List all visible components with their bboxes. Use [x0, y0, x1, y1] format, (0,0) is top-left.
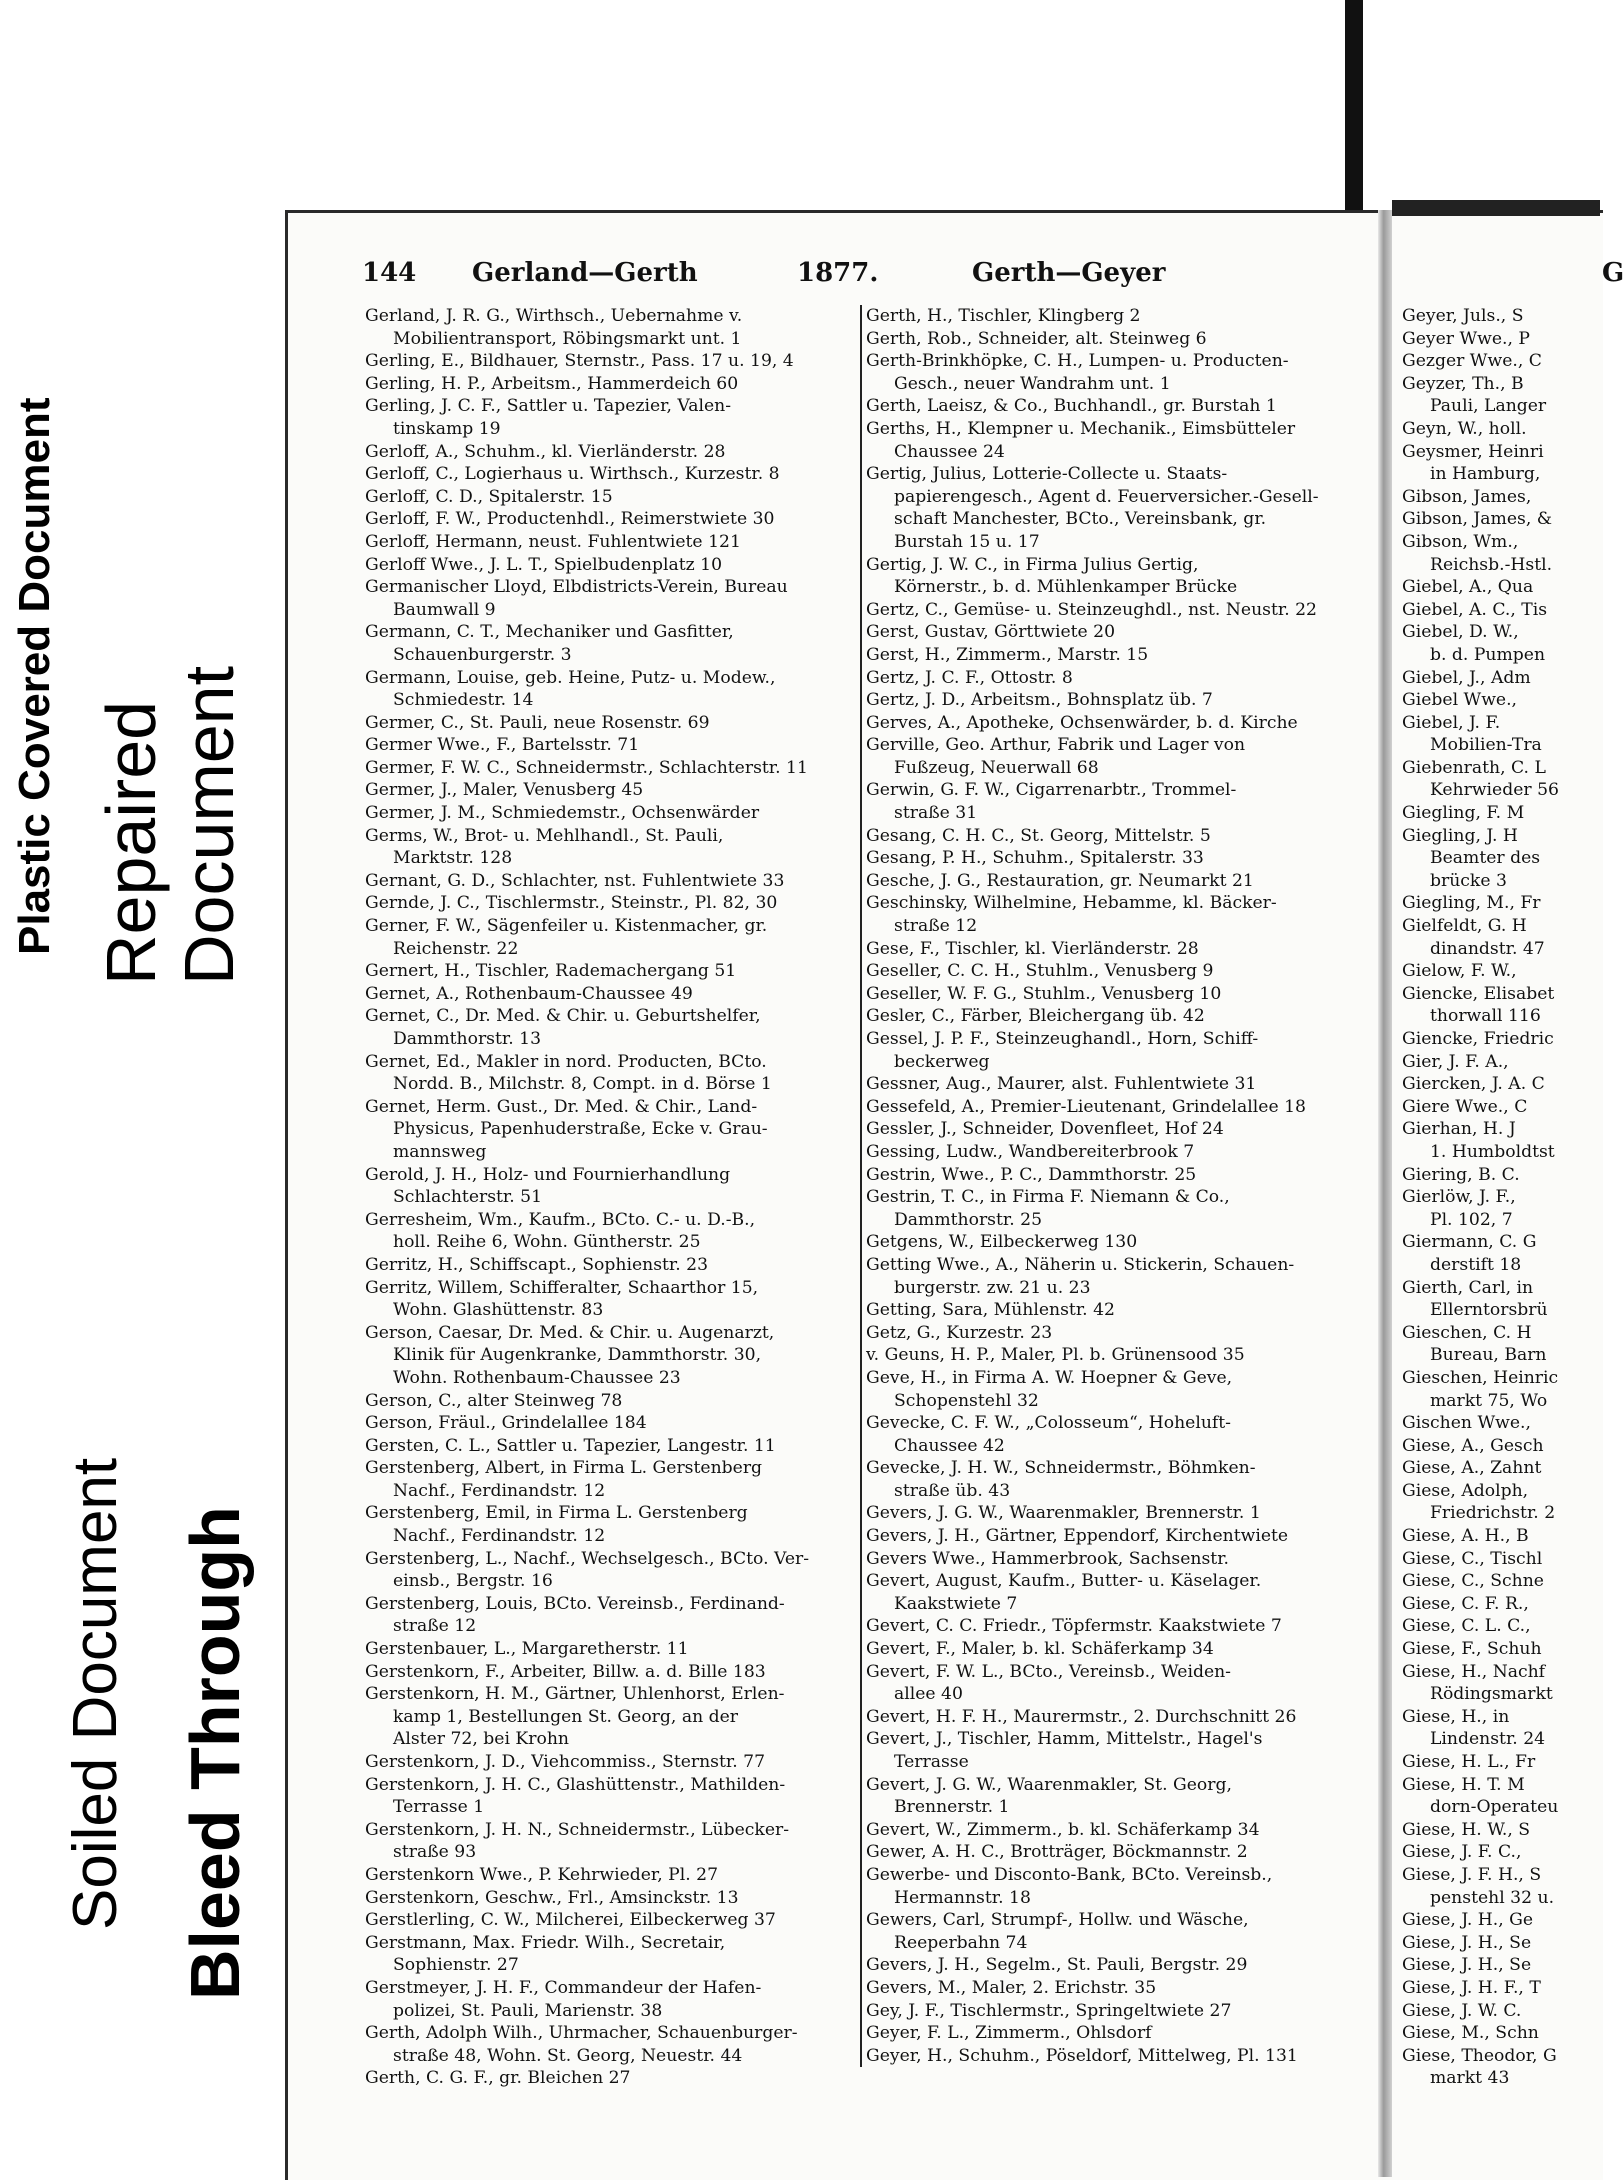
- directory-line: Schopenstehl 32: [894, 1390, 1039, 1411]
- directory-line: Gerloff Wwe., J. L. T., Spielbudenplatz 10: [365, 554, 723, 575]
- directory-line: Gerson, Fräul., Grindelallee 184: [365, 1413, 647, 1434]
- directory-line: derstift 18: [1430, 1254, 1522, 1275]
- directory-line: Gessler, J., Schneider, Dovenfleet, Hof 24: [866, 1119, 1224, 1140]
- label-repaired-document: [92, 666, 248, 985]
- directory-line: Gerstmeyer, J. H. F., Commandeur der Hafen-: [365, 1977, 762, 1998]
- directory-line: Fußzeug, Neuerwall 68: [894, 757, 1099, 778]
- directory-line: Giegling, M., Fr: [1402, 893, 1541, 914]
- directory-line: Gesch., neuer Wandrahm unt. 1: [894, 373, 1171, 394]
- directory-line: Giese, Theodor, G: [1402, 2045, 1557, 2066]
- directory-line: Gerwin, G. F. W., Cigarrenarbtr., Trommel-: [866, 780, 1237, 801]
- directory-line: Gerloff, C. D., Spitalerstr. 15: [365, 486, 613, 507]
- directory-line: Giese, H. W., S: [1402, 1819, 1531, 1840]
- directory-line: Gernde, J. C., Tischlermstr., Steinstr., Pl. 82, 30: [365, 893, 778, 914]
- directory-line: Pl. 102, 7: [1430, 1209, 1513, 1230]
- directory-line: schaft Manchester, BCto., Vereinsbank, gr.: [894, 509, 1267, 530]
- directory-line: Geseller, C. C. H., Stuhlm., Venusberg 9: [866, 961, 1214, 982]
- page-edge-shadow: [1345, 0, 1363, 215]
- directory-line: Germann, Louise, geb. Heine, Putz- u. Modew.,: [365, 667, 776, 688]
- directory-line: dorn-Operateu: [1430, 1797, 1559, 1818]
- directory-line: Gibson, Wm.,: [1402, 531, 1519, 552]
- directory-line: Giebel Wwe.,: [1402, 690, 1518, 711]
- directory-line: Gerth, H., Tischler, Klingberg 2: [866, 306, 1141, 326]
- directory-line: Hermannstr. 18: [894, 1887, 1031, 1908]
- directory-line: Giese, C. L. C.,: [1402, 1616, 1531, 1637]
- directory-line: Gewerbe- und Disconto-Bank, BCto. Vereinsb.,: [866, 1864, 1273, 1885]
- directory-line: Wohn. Glashüttenstr. 83: [393, 1300, 604, 1321]
- directory-line: Giese, J. H. F., T: [1402, 1977, 1541, 1998]
- directory-line: v. Geuns, H. P., Maler, Pl. b. Grünensood 35: [866, 1345, 1245, 1366]
- directory-line: Bureau, Barn: [1430, 1345, 1547, 1366]
- directory-line: Gerson, C., alter Steinweg 78: [365, 1390, 623, 1411]
- directory-line: Germann, C. T., Mechaniker und Gasfitter,: [365, 622, 734, 643]
- directory-line: thorwall 116: [1430, 1006, 1541, 1027]
- directory-line: Geysmer, Heinri: [1402, 441, 1544, 462]
- directory-line: Giering, B. C.: [1402, 1164, 1520, 1185]
- directory-line: Gevers Wwe., Hammerbrook, Sachsenstr.: [866, 1548, 1229, 1569]
- directory-line: Giercken, J. A. C: [1402, 1074, 1545, 1095]
- directory-line: Gerth-Brinkhöpke, C. H., Lumpen- u. Producten-: [866, 351, 1289, 372]
- directory-line: Gerves, A., Apotheke, Ochsenwärder, b. d. Kirche: [866, 712, 1298, 733]
- directory-line: Mobilientransport, Röbingsmarkt unt. 1: [393, 328, 742, 349]
- directory-line: Gertig, Julius, Lotterie-Collecte u. Staats-: [866, 464, 1228, 485]
- directory-line: Gerstenkorn, F., Arbeiter, Billw. a. d. Bille 183: [365, 1661, 766, 1682]
- page-corner-shadow: [1392, 200, 1600, 216]
- header-left-range: Gerland—Gerth: [472, 258, 698, 288]
- directory-line: brücke 3: [1430, 870, 1507, 891]
- directory-line: Gessel, J. P. F., Steinzeughandl., Horn, Schiff-: [866, 1029, 1259, 1049]
- directory-line: dinandstr. 47: [1430, 938, 1545, 959]
- directory-line: Gibson, James,: [1402, 486, 1532, 507]
- directory-line: Giese, J. H., Se: [1402, 1932, 1532, 1953]
- directory-line: Giebenrath, C. L: [1402, 757, 1546, 778]
- directory-line: Gerling, J. C. F., Sattler u. Tapezier, Valen-: [365, 396, 732, 417]
- directory-line: straße 48, Wohn. St. Georg, Neuestr. 44: [393, 2045, 743, 2066]
- directory-line: Giese, J. W. C.: [1402, 2000, 1522, 2021]
- directory-line: Gerth, C. G. F., gr. Bleichen 27: [365, 2068, 631, 2089]
- directory-line: Gerstenberg, L., Nachf., Wechselgesch., BCto. Ver-: [365, 1548, 810, 1569]
- directory-line: Gerstenkorn, J. H. N., Schneidermstr., Lübecker-: [365, 1819, 790, 1840]
- directory-line: Geyer, Juls., S: [1402, 306, 1524, 326]
- directory-line: Gieschen, Heinric: [1402, 1367, 1559, 1388]
- directory-line: Gerloff, A., Schuhm., kl. Vierländerstr. 28: [365, 441, 726, 462]
- directory-line: Gewers, Carl, Strumpf-, Hollw. und Wäsche,: [866, 1910, 1249, 1931]
- directory-line: Schlachterstr. 51: [393, 1187, 543, 1208]
- directory-line: Gier, J. F. A.,: [1402, 1051, 1509, 1072]
- directory-line: Klinik für Augenkranke, Dammthorstr. 30,: [393, 1345, 762, 1366]
- directory-line: 1. Humboldtst: [1430, 1141, 1555, 1162]
- directory-line: Sophienstr. 27: [393, 1955, 519, 1976]
- directory-line: Pauli, Langer: [1430, 396, 1547, 417]
- directory-line: Chaussee 24: [894, 441, 1005, 462]
- directory-line: Baumwall 9: [393, 599, 496, 620]
- directory-line: Gerritz, H., Schiffscapt., Sophienstr. 23: [365, 1254, 709, 1275]
- directory-line: Gerloff, F. W., Productenhdl., Reimerstwiete 30: [365, 509, 775, 530]
- directory-line: markt 43: [1430, 2068, 1510, 2089]
- directory-line: Geyzer, Th., B: [1402, 373, 1524, 394]
- directory-column-middle: [860, 305, 1371, 2067]
- directory-line: Brennerstr. 1: [894, 1797, 1010, 1818]
- directory-line: Gerth, Laeisz, & Co., Buchhandl., gr. Burstah 1: [866, 396, 1277, 417]
- header-right-range: Gerth—Geyer: [972, 258, 1166, 288]
- directory-line: Giese, A. H., B: [1402, 1526, 1529, 1547]
- directory-line: Beamter des: [1430, 848, 1541, 869]
- directory-line: Gey, J. F., Tischlermstr., Springeltwiete 27: [866, 2000, 1232, 2021]
- directory-line: Getting, Sara, Mühlenstr. 42: [866, 1300, 1115, 1321]
- directory-line: Gerling, H. P., Arbeitsm., Hammerdeich 60: [365, 373, 739, 394]
- directory-line: Dammthorstr. 25: [894, 1209, 1043, 1230]
- directory-line: Giese, H. T. M: [1402, 1774, 1525, 1795]
- directory-column-left: [365, 305, 852, 2090]
- directory-line: straße 93: [393, 1842, 477, 1863]
- directory-line: Gezger Wwe., C: [1402, 351, 1542, 372]
- directory-line: Geyer, F. L., Zimmerm., Ohlsdorf: [866, 2023, 1152, 2044]
- directory-line: Rödingsmarkt: [1430, 1684, 1553, 1705]
- directory-line: holl. Reihe 6, Wohn. Güntherstr. 25: [393, 1232, 701, 1253]
- directory-line: Giese, A., Zahnt: [1402, 1458, 1542, 1479]
- directory-line: Schmiedestr. 14: [393, 690, 534, 711]
- directory-line: Gewer, A. H. C., Brotträger, Böckmannstr. 2: [866, 1842, 1248, 1863]
- directory-line: Gevert, J., Tischler, Hamm, Mittelstr., Hagel's: [866, 1729, 1263, 1750]
- directory-line: Gevert, August, Kaufm., Butter- u. Käselager.: [866, 1571, 1262, 1592]
- label-soiled-document: Soiled Document: [61, 1457, 130, 1930]
- directory-line: Ellerntorsbrü: [1430, 1300, 1548, 1321]
- directory-line: Giegling, J. H: [1402, 825, 1518, 846]
- directory-line: Geyer, H., Schuhm., Pöseldorf, Mittelweg, Pl. 131: [866, 2045, 1298, 2066]
- directory-line: Gessner, Aug., Maurer, alst. Fuhlentwiete 31: [866, 1074, 1257, 1095]
- directory-line: Gevers, M., Maler, 2. Erichstr. 35: [866, 1977, 1157, 1998]
- directory-line: Gerville, Geo. Arthur, Fabrik und Lager von: [866, 735, 1246, 756]
- directory-line: Gessing, Ludw., Wandbereiterbrook 7: [866, 1141, 1195, 1162]
- directory-line: Chaussee 42: [894, 1435, 1005, 1456]
- directory-line: Gerloff, Hermann, neust. Fuhlentwiete 121: [365, 531, 741, 552]
- directory-line: mannsweg: [393, 1141, 487, 1162]
- directory-line: Giese, C., Tischl: [1402, 1548, 1543, 1569]
- directory-line: Gevert, H. F. H., Maurermstr., 2. Durchschnitt 26: [866, 1706, 1297, 1727]
- directory-line: Giese, Adolph,: [1402, 1480, 1529, 1501]
- directory-line: Germer, F. W. C., Schneidermstr., Schlachterstr. 11: [365, 757, 808, 778]
- header-year: 1877.: [797, 258, 879, 288]
- directory-line: Giebel, A., Qua: [1402, 577, 1534, 598]
- directory-line: Gerland, J. R. G., Wirthsch., Uebernahme v.: [365, 306, 743, 326]
- directory-line: Getz, G., Kurzestr. 23: [866, 1322, 1053, 1343]
- directory-line: Gielfeldt, G. H: [1402, 916, 1527, 937]
- directory-line: Gevert, W., Zimmerm., b. kl. Schäferkamp 34: [866, 1819, 1260, 1840]
- directory-line: Gerstlerling, C. W., Milcherei, Eilbeckerweg 37: [365, 1910, 776, 1931]
- directory-line: burgerstr. zw. 21 u. 23: [894, 1277, 1091, 1298]
- directory-line: Giebel, D. W.,: [1402, 622, 1519, 643]
- directory-line: Giese, J. H., Ge: [1402, 1910, 1534, 1931]
- directory-line: Gerling, E., Bildhauer, Sternstr., Pass. 17 u. 19, 4: [365, 351, 794, 372]
- directory-line: Gertig, J. W. C., in Firma Julius Gertig,: [866, 554, 1199, 575]
- directory-line: Geseller, W. F. G., Stuhlm., Venusberg 10: [866, 983, 1222, 1004]
- directory-line: Gerstenbauer, L., Margaretherstr. 11: [365, 1639, 689, 1660]
- directory-line: Dammthorstr. 13: [393, 1029, 542, 1049]
- directory-line: Reichenstr. 22: [393, 938, 519, 959]
- directory-line: Gesler, C., Färber, Bleichergang üb. 42: [866, 1006, 1205, 1027]
- directory-line: Gernet, Ed., Makler in nord. Producten, BCto.: [365, 1051, 767, 1072]
- directory-line: Gerths, H., Klempner u. Mechanik., Eimsbütteler: [866, 418, 1296, 439]
- directory-line: Giere Wwe., C: [1402, 1096, 1528, 1117]
- directory-line: Gischen Wwe.,: [1402, 1413, 1531, 1434]
- directory-line: Gerson, Caesar, Dr. Med. & Chir. u. Augenarzt,: [365, 1322, 775, 1343]
- directory-line: Gesche, J. G., Restauration, gr. Neumarkt 21: [866, 870, 1254, 891]
- directory-line: Gerst, Gustav, Görttwiete 20: [866, 622, 1116, 643]
- directory-line: Giese, A., Gesch: [1402, 1435, 1544, 1456]
- directory-line: allee 40: [894, 1684, 963, 1705]
- directory-line: Gerloff, C., Logierhaus u. Wirthsch., Kurzestr. 8: [365, 464, 780, 485]
- directory-line: Gerst, H., Zimmerm., Marstr. 15: [866, 644, 1149, 665]
- directory-line: Gevecke, J. H. W., Schneidermstr., Böhmken-: [866, 1458, 1256, 1479]
- directory-line: Mobilien-Tra: [1430, 735, 1542, 756]
- directory-line: einsb., Bergstr. 16: [393, 1571, 553, 1592]
- directory-line: Giebel, J., Adm: [1402, 667, 1531, 688]
- directory-line: Gevert, F., Maler, b. kl. Schäferkamp 34: [866, 1639, 1214, 1660]
- directory-line: Gese, F., Tischler, kl. Vierländerstr. 28: [866, 938, 1199, 959]
- directory-line: Marktstr. 128: [393, 848, 513, 869]
- directory-line: Gevert, J. G. W., Waarenmakler, St. Georg,: [866, 1774, 1232, 1795]
- directory-line: Gertz, J. D., Arbeitsm., Bohnsplatz üb. 7: [866, 690, 1213, 711]
- book-gutter: [1378, 210, 1392, 2177]
- directory-line: Giebel, A. C., Tis: [1402, 599, 1548, 620]
- directory-line: Giese, C. F. R.,: [1402, 1593, 1529, 1614]
- directory-line: Gibson, James, &: [1402, 509, 1553, 530]
- directory-line: Geyn, W., holl.: [1402, 418, 1527, 439]
- directory-line: Giese, H. L., Fr: [1402, 1752, 1536, 1772]
- directory-line: Kaakstwiete 7: [894, 1593, 1018, 1614]
- directory-line: Giermann, C. G: [1402, 1232, 1537, 1253]
- directory-line: straße 12: [393, 1616, 477, 1637]
- directory-line: in Hamburg,: [1430, 464, 1541, 485]
- directory-line: Gierhan, H. J: [1402, 1119, 1516, 1140]
- directory-line: Gerstenkorn, J. D., Viehcommiss., Sternstr. 77: [365, 1752, 766, 1772]
- directory-line: Reichsb.-Hstl.: [1430, 554, 1553, 575]
- directory-line: Gerstenkorn, J. H. C., Glashüttenstr., Mathilden-: [365, 1774, 786, 1795]
- directory-line: Kehrwieder 56: [1430, 780, 1559, 801]
- directory-line: Schauenburgerstr. 3: [393, 644, 572, 665]
- directory-line: Giese, J. F. H., S: [1402, 1864, 1542, 1885]
- directory-line: straße 31: [894, 803, 978, 824]
- directory-line: Gerstenkorn, H. M., Gärtner, Uhlenhorst, Erlen-: [365, 1684, 785, 1705]
- directory-line: Giebel, J. F.: [1402, 712, 1501, 733]
- page-number: 144: [362, 258, 417, 288]
- directory-line: Körnerstr., b. d. Mühlenkamper Brücke: [894, 577, 1238, 598]
- directory-line: Gesang, P. H., Schuhm., Spitalerstr. 33: [866, 848, 1204, 869]
- directory-line: polizei, St. Pauli, Marienstr. 38: [393, 2000, 663, 2021]
- directory-line: Gessefeld, A., Premier-Lieutenant, Grindelallee 18: [866, 1096, 1306, 1117]
- directory-line: Geve, H., in Firma A. W. Hoepner & Geve,: [866, 1367, 1233, 1388]
- directory-line: Gielow, F. W.,: [1402, 961, 1517, 982]
- directory-line: Germs, W., Brot- u. Mehlhandl., St. Pauli,: [365, 825, 724, 846]
- directory-line: Geyer Wwe., P: [1402, 328, 1530, 349]
- directory-line: Gernet, A., Rothenbaum-Chaussee 49: [365, 983, 693, 1004]
- directory-line: Gerresheim, Wm., Kaufm., BCto. C.- u. D.-B.,: [365, 1209, 756, 1230]
- directory-line: Gerstenkorn Wwe., P. Kehrwieder, Pl. 27: [365, 1864, 719, 1885]
- directory-line: Getgens, W., Eilbeckerweg 130: [866, 1232, 1138, 1253]
- directory-line: Gerstmann, Max. Friedr. Wilh., Secretair,: [365, 1932, 726, 1953]
- label-plastic-covered: Plastic Covered Document: [10, 397, 59, 955]
- directory-line: Nordd. B., Milchstr. 8, Compt. in d. Börse 1: [393, 1074, 772, 1095]
- directory-line: Giese, J. F. C.,: [1402, 1842, 1522, 1863]
- directory-line: Gerstenberg, Emil, in Firma L. Gerstenberg: [365, 1503, 748, 1524]
- directory-line: Gestrin, Wwe., P. C., Dammthorstr. 25: [866, 1164, 1197, 1185]
- header-next-page: G: [1602, 258, 1624, 288]
- directory-line: Gernet, Herm. Gust., Dr. Med. & Chir., Land-: [365, 1096, 758, 1117]
- directory-line: Germer Wwe., F., Bartelsstr. 71: [365, 735, 640, 756]
- directory-line: Gerner, F. W., Sägenfeiler u. Kistenmacher, gr.: [365, 916, 768, 937]
- directory-line: penstehl 32 u.: [1430, 1887, 1555, 1908]
- directory-line: Gevers, J. H., Gärtner, Eppendorf, Kirchentwiete: [866, 1526, 1289, 1547]
- directory-line: Gerth, Rob., Schneider, alt. Steinweg 6: [866, 328, 1207, 349]
- directory-line: Giese, F., Schuh: [1402, 1639, 1542, 1660]
- directory-line: Friedrichstr. 2: [1430, 1503, 1556, 1524]
- directory-line: straße 12: [894, 916, 978, 937]
- directory-line: papierengesch., Agent d. Feuerversicher.-Gesell-: [894, 486, 1319, 507]
- directory-line: Germer, J. M., Schmiedemstr., Ochsenwärder: [365, 803, 760, 824]
- directory-line: Germer, C., St. Pauli, neue Rosenstr. 69: [365, 712, 710, 733]
- label-bleed-through: Bleed Through: [176, 1506, 254, 2000]
- directory-line: Wohn. Rothenbaum-Chaussee 23: [393, 1367, 681, 1388]
- directory-line: Gestrin, T. C., in Firma F. Niemann & Co.,: [866, 1187, 1230, 1208]
- directory-line: Gerth, Adolph Wilh., Uhrmacher, Schauenburger-: [365, 2023, 798, 2044]
- directory-line: Lindenstr. 24: [1430, 1729, 1546, 1750]
- directory-line: beckerweg: [894, 1051, 990, 1072]
- directory-line: Germer, J., Maler, Venusberg 45: [365, 780, 644, 801]
- directory-line: Giese, C., Schne: [1402, 1571, 1544, 1592]
- directory-line: Giese, H., Nachf: [1402, 1661, 1546, 1682]
- directory-line: Gierth, Carl, in: [1402, 1277, 1534, 1298]
- directory-line: Gevers, J. G. W., Waarenmakler, Brennerstr. 1: [866, 1503, 1261, 1524]
- directory-line: Nachf., Ferdinandstr. 12: [393, 1526, 606, 1547]
- directory-line: Physicus, Papenhuderstraße, Ecke v. Grau-: [393, 1119, 768, 1140]
- directory-line: b. d. Pumpen: [1430, 644, 1546, 665]
- directory-line: Gieschen, C. H: [1402, 1322, 1532, 1343]
- directory-line: Giegling, F. M: [1402, 803, 1525, 824]
- directory-line: Gevers, J. H., Segelm., St. Pauli, Bergstr. 29: [866, 1955, 1248, 1976]
- directory-line: Gevecke, C. F. W., „Colosseum“, Hoheluft-: [866, 1413, 1231, 1434]
- directory-line: Getting Wwe., A., Näherin u. Stickerin, Schauen-: [866, 1254, 1295, 1275]
- directory-line: Gevert, F. W. L., BCto., Vereinsb., Weiden-: [866, 1661, 1231, 1682]
- label-repaired-line2: Document: [170, 665, 248, 985]
- directory-line: tinskamp 19: [393, 418, 501, 439]
- directory-line: Gernant, G. D., Schlachter, nst. Fuhlentwiete 33: [365, 870, 785, 891]
- directory-line: Giencke, Elisabet: [1402, 983, 1555, 1004]
- directory-line: Gerritz, Willem, Schifferalter, Schaarthor 15,: [365, 1277, 759, 1298]
- directory-line: Giencke, Friedric: [1402, 1029, 1554, 1049]
- directory-line: straße üb. 43: [894, 1480, 1011, 1501]
- directory-line: Terrasse 1: [393, 1797, 485, 1818]
- directory-line: Giese, M., Schn: [1402, 2023, 1539, 2044]
- directory-line: Terrasse: [894, 1752, 969, 1772]
- directory-line: Reeperbahn 74: [894, 1932, 1028, 1953]
- directory-line: Gerold, J. H., Holz- und Fournierhandlung: [365, 1164, 731, 1185]
- label-repaired-line1: Repaired: [92, 700, 170, 985]
- directory-line: Giese, H., in: [1402, 1706, 1510, 1727]
- directory-line: Gerstenkorn, Geschw., Frl., Amsinckstr. 13: [365, 1887, 739, 1908]
- directory-line: Gertz, C., Gemüse- u. Steinzeughdl., nst. Neustr. 22: [866, 599, 1317, 620]
- directory-line: markt 75, Wo: [1430, 1390, 1548, 1411]
- page-header: [362, 258, 1624, 298]
- directory-line: Gesang, C. H. C., St. Georg, Mittelstr. 5: [866, 825, 1211, 846]
- directory-line: Gerstenberg, Albert, in Firma L. Gerstenberg: [365, 1458, 763, 1479]
- directory-line: kamp 1, Bestellungen St. Georg, an der: [393, 1706, 739, 1727]
- directory-line: Gertz, J. C. F., Ottostr. 8: [866, 667, 1073, 688]
- directory-line: Gersten, C. L., Sattler u. Tapezier, Langestr. 11: [365, 1435, 776, 1456]
- directory-line: Gernert, H., Tischler, Rademachergang 51: [365, 961, 737, 982]
- directory-line: Burstah 15 u. 17: [894, 531, 1040, 552]
- directory-line: Gevert, C. C. Friedr., Töpfermstr. Kaakstwiete 7: [866, 1616, 1282, 1637]
- directory-line: Alster 72, bei Krohn: [393, 1729, 569, 1750]
- directory-line: Gernet, C., Dr. Med. & Chir. u. Geburtshelfer,: [365, 1006, 761, 1027]
- directory-line: Gierlöw, J. F.,: [1402, 1187, 1516, 1208]
- directory-line: Germanischer Lloyd, Elbdistricts-Verein, Bureau: [365, 577, 788, 598]
- directory-line: Nachf., Ferdinandstr. 12: [393, 1480, 606, 1501]
- directory-line: Gerstenberg, Louis, BCto. Vereinsb., Ferdinand-: [365, 1593, 785, 1614]
- directory-line: Giese, J. H., Se: [1402, 1955, 1532, 1976]
- directory-line: Geschinsky, Wilhelmine, Hebamme, kl. Bäcker-: [866, 893, 1277, 914]
- directory-column-right-cut: [1402, 305, 1600, 2090]
